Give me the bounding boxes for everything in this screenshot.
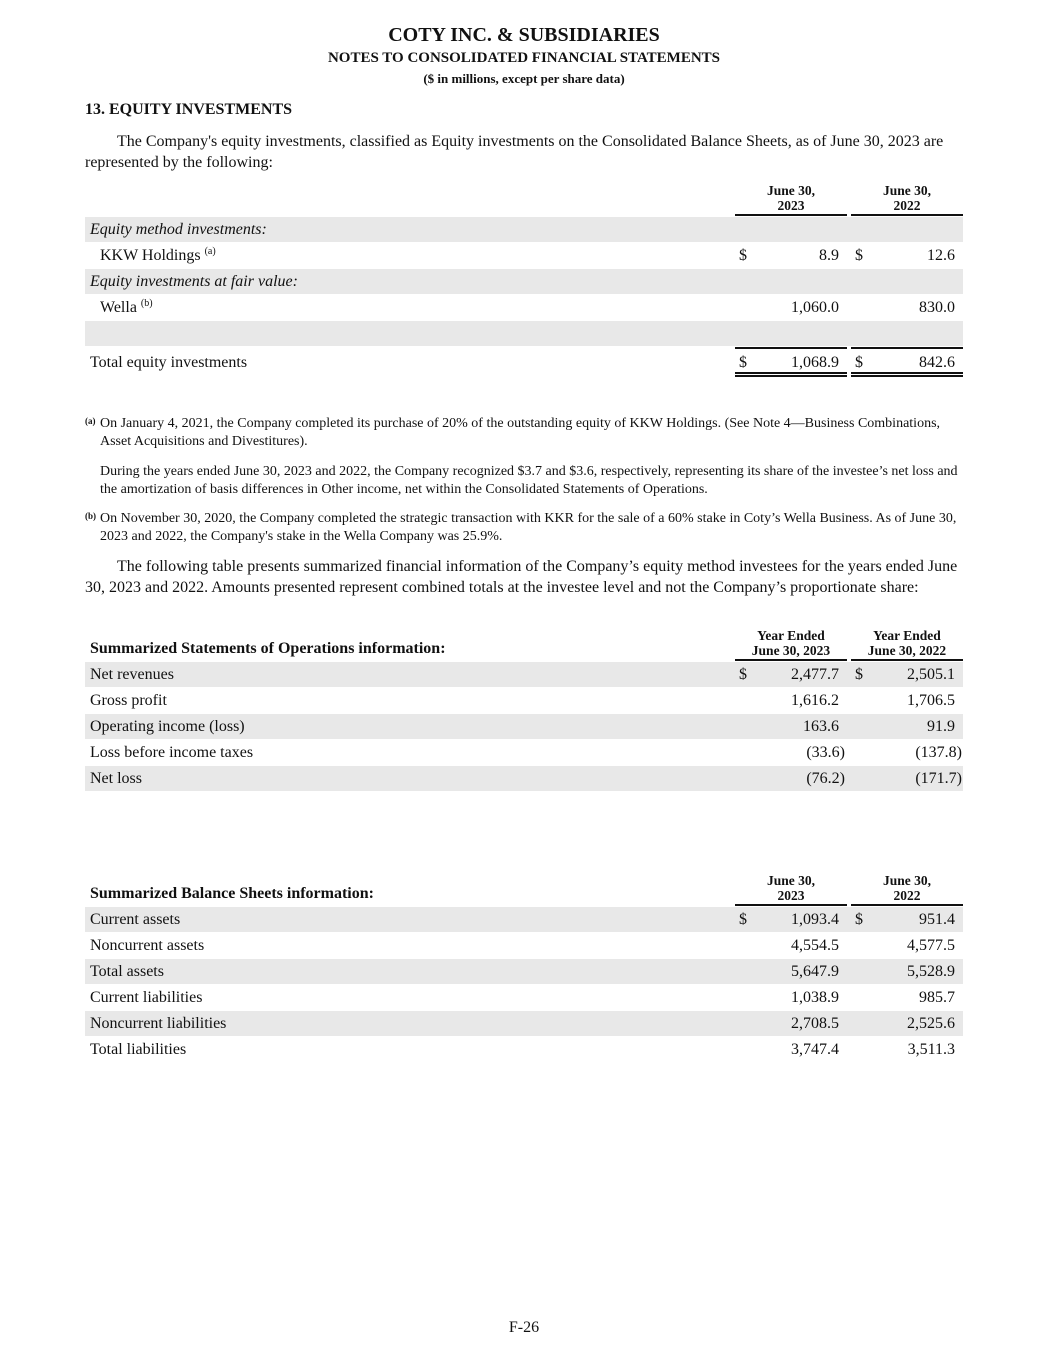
value-2023: 2,477.7 bbox=[791, 666, 839, 683]
footnote-ref: (a) bbox=[204, 246, 216, 257]
summary-intro: The following table presents summarized financial information of the Company’s equity method investees for the years ended June 30, 2023 and 2022. Amounts presented represent combined totals at the investee level and not the Company’s proportionate share: bbox=[85, 558, 958, 596]
footnote-text: On January 4, 2021, the Company completed its purchase of 20% of the outstanding equity of KKW Holdings. (See Note 4—Business Combinations, Asset Acquisitions and Divestitures). bbox=[100, 416, 941, 449]
table-title: Summarized Balance Sheets information: bbox=[90, 885, 374, 902]
double-underline bbox=[735, 375, 847, 377]
footnote-text: On November 30, 2020, the Company completed the strategic transaction with KKR for the sale of a 60% stake in Coty’s Wella Business. As of June 30, 2023 and 2022, the Company's stake in the Wella Company was 25.9%. bbox=[100, 511, 957, 544]
footnote-mark: (a) bbox=[85, 416, 96, 426]
value-2022: 830.0 bbox=[919, 299, 955, 316]
double-underline bbox=[851, 372, 963, 374]
column-header-line: 2022 bbox=[893, 198, 921, 213]
table-row bbox=[85, 985, 963, 1010]
value-2023: 2,708.5 bbox=[791, 1015, 839, 1032]
row-label: Net loss bbox=[90, 770, 142, 787]
units-note: ($ in millions, except per share data) bbox=[423, 71, 625, 86]
column-header-line: June 30, bbox=[882, 873, 931, 888]
value-2022: 2,505.1 bbox=[907, 666, 955, 683]
table-row bbox=[85, 1011, 963, 1036]
value-2023: 1,068.9 bbox=[791, 354, 839, 371]
value-2022: 985.7 bbox=[919, 989, 955, 1006]
table-row bbox=[85, 933, 963, 958]
row-label: Operating income (loss) bbox=[90, 718, 245, 735]
column-header-line: June 30, bbox=[766, 183, 815, 198]
column-header-2022 bbox=[851, 183, 963, 213]
dollar-sign: $ bbox=[739, 247, 747, 264]
column-underline bbox=[851, 214, 963, 216]
row-label: Total assets bbox=[90, 963, 164, 980]
document-subtitle: NOTES TO CONSOLIDATED FINANCIAL STATEMENTS bbox=[327, 50, 721, 66]
subtotal-line bbox=[735, 347, 847, 349]
row-label: Net revenues bbox=[90, 666, 174, 683]
category-row bbox=[85, 269, 963, 294]
column-header-2023 bbox=[735, 873, 847, 903]
value-2023: 1,616.2 bbox=[791, 692, 839, 709]
footnote-mark: (b) bbox=[85, 511, 96, 521]
value-2022: 4,577.5 bbox=[907, 937, 955, 954]
table-row bbox=[85, 243, 963, 268]
row-label: Gross profit bbox=[90, 692, 167, 709]
table-row bbox=[85, 766, 963, 791]
column-header-line: 2022 bbox=[893, 888, 921, 903]
subtotal-line bbox=[851, 347, 963, 349]
column-header-line: Year Ended bbox=[873, 628, 941, 643]
footnote-b bbox=[85, 510, 965, 546]
row-label: Noncurrent liabilities bbox=[90, 1015, 227, 1032]
value-2023: 1,060.0 bbox=[791, 299, 839, 316]
value-2022: 3,511.3 bbox=[907, 1041, 955, 1058]
footnote-a bbox=[85, 415, 965, 451]
double-underline bbox=[851, 375, 963, 377]
value-2023: 5,647.9 bbox=[791, 963, 839, 980]
row-label: Total liabilities bbox=[90, 1041, 187, 1058]
column-header-line: June 30, 2022 bbox=[867, 643, 947, 658]
value-2022: 5,528.9 bbox=[907, 963, 955, 980]
value-2022: 842.6 bbox=[919, 354, 955, 371]
value-2022: 91.9 bbox=[927, 718, 955, 735]
column-header-2022 bbox=[849, 628, 965, 658]
category-row bbox=[85, 217, 963, 242]
column-underline bbox=[735, 904, 847, 906]
footnote-text: During the years ended June 30, 2023 and 2022, the Company recognized $3.7 and $3.6, respectively, representing its share of the investee’s net loss and the amortization of basis differences in Other income, net within the Consolidated Statements of Operations. bbox=[100, 464, 958, 497]
column-underline bbox=[735, 659, 847, 661]
column-underline bbox=[851, 659, 963, 661]
value-2023: 1,093.4 bbox=[791, 911, 839, 928]
row-label-text: Wella bbox=[100, 299, 137, 316]
table-row bbox=[85, 295, 963, 320]
blank-row bbox=[85, 321, 963, 346]
table-row bbox=[85, 740, 963, 765]
column-header-2022 bbox=[851, 873, 963, 903]
column-underline bbox=[851, 904, 963, 906]
value-2022: 1,706.5 bbox=[907, 692, 955, 709]
table-row bbox=[85, 907, 963, 932]
table-row bbox=[85, 1037, 963, 1062]
row-label: Noncurrent assets bbox=[90, 937, 205, 954]
balance-sheet-summary-table bbox=[85, 871, 963, 1071]
column-header-2023 bbox=[735, 183, 847, 213]
page-number: F-26 bbox=[508, 1319, 540, 1336]
row-label: Current liabilities bbox=[90, 989, 203, 1006]
column-header-line: June 30, bbox=[766, 873, 815, 888]
column-header-line: Year Ended bbox=[757, 628, 825, 643]
section-intro: The Company's equity investments, classified as Equity investments on the Consolidated Balance Sheets, as of June 30, 2023 are represented by the following: bbox=[85, 133, 944, 171]
table-row bbox=[85, 714, 963, 739]
value-2023: (76.2) bbox=[806, 770, 845, 787]
company-name: COTY INC. & SUBSIDIARIES bbox=[388, 24, 660, 46]
table-row bbox=[85, 959, 963, 984]
column-header-line: June 30, bbox=[882, 183, 931, 198]
value-2022: (171.7) bbox=[915, 770, 962, 787]
dollar-sign: $ bbox=[855, 247, 863, 264]
value-2022: 2,525.6 bbox=[907, 1015, 955, 1032]
dollar-sign: $ bbox=[739, 666, 747, 683]
footnote-ref: (b) bbox=[140, 298, 153, 309]
dollar-sign: $ bbox=[855, 666, 863, 683]
footnote-a-continued bbox=[85, 463, 965, 499]
value-2023: 3,747.4 bbox=[791, 1041, 839, 1058]
column-header-2023 bbox=[733, 628, 849, 658]
table-row bbox=[85, 688, 963, 713]
dollar-sign: $ bbox=[855, 911, 863, 928]
row-label: Equity investments at fair value: bbox=[90, 273, 298, 290]
table-row bbox=[85, 662, 963, 687]
column-header-line: 2023 bbox=[777, 198, 805, 213]
value-2023: (33.6) bbox=[806, 744, 845, 761]
operations-summary-table bbox=[85, 626, 963, 796]
value-2023: 8.9 bbox=[819, 247, 839, 264]
row-label-text: KKW Holdings bbox=[100, 247, 201, 264]
table-title: Summarized Statements of Operations information: bbox=[90, 640, 446, 657]
column-header-line: June 30, 2023 bbox=[751, 643, 831, 658]
value-2023: 163.6 bbox=[803, 718, 839, 735]
value-2022: 951.4 bbox=[919, 911, 955, 928]
row-label: Total equity investments bbox=[90, 354, 248, 371]
row-label bbox=[100, 243, 216, 268]
dollar-sign: $ bbox=[855, 354, 863, 371]
value-2022: (137.8) bbox=[915, 744, 962, 761]
equity-investments-table bbox=[85, 181, 963, 381]
value-2023: 1,038.9 bbox=[791, 989, 839, 1006]
row-label bbox=[100, 295, 153, 320]
section-title: 13. EQUITY INVESTMENTS bbox=[85, 101, 293, 118]
value-2023: 4,554.5 bbox=[791, 937, 839, 954]
dollar-sign: $ bbox=[739, 354, 747, 371]
column-underline bbox=[735, 214, 847, 216]
row-label: Equity method investments: bbox=[90, 221, 267, 238]
row-label: Current assets bbox=[90, 911, 181, 928]
double-underline bbox=[735, 372, 847, 374]
column-header-line: 2023 bbox=[777, 888, 805, 903]
dollar-sign: $ bbox=[739, 911, 747, 928]
value-2022: 12.6 bbox=[927, 247, 955, 264]
row-label: Loss before income taxes bbox=[90, 744, 254, 761]
